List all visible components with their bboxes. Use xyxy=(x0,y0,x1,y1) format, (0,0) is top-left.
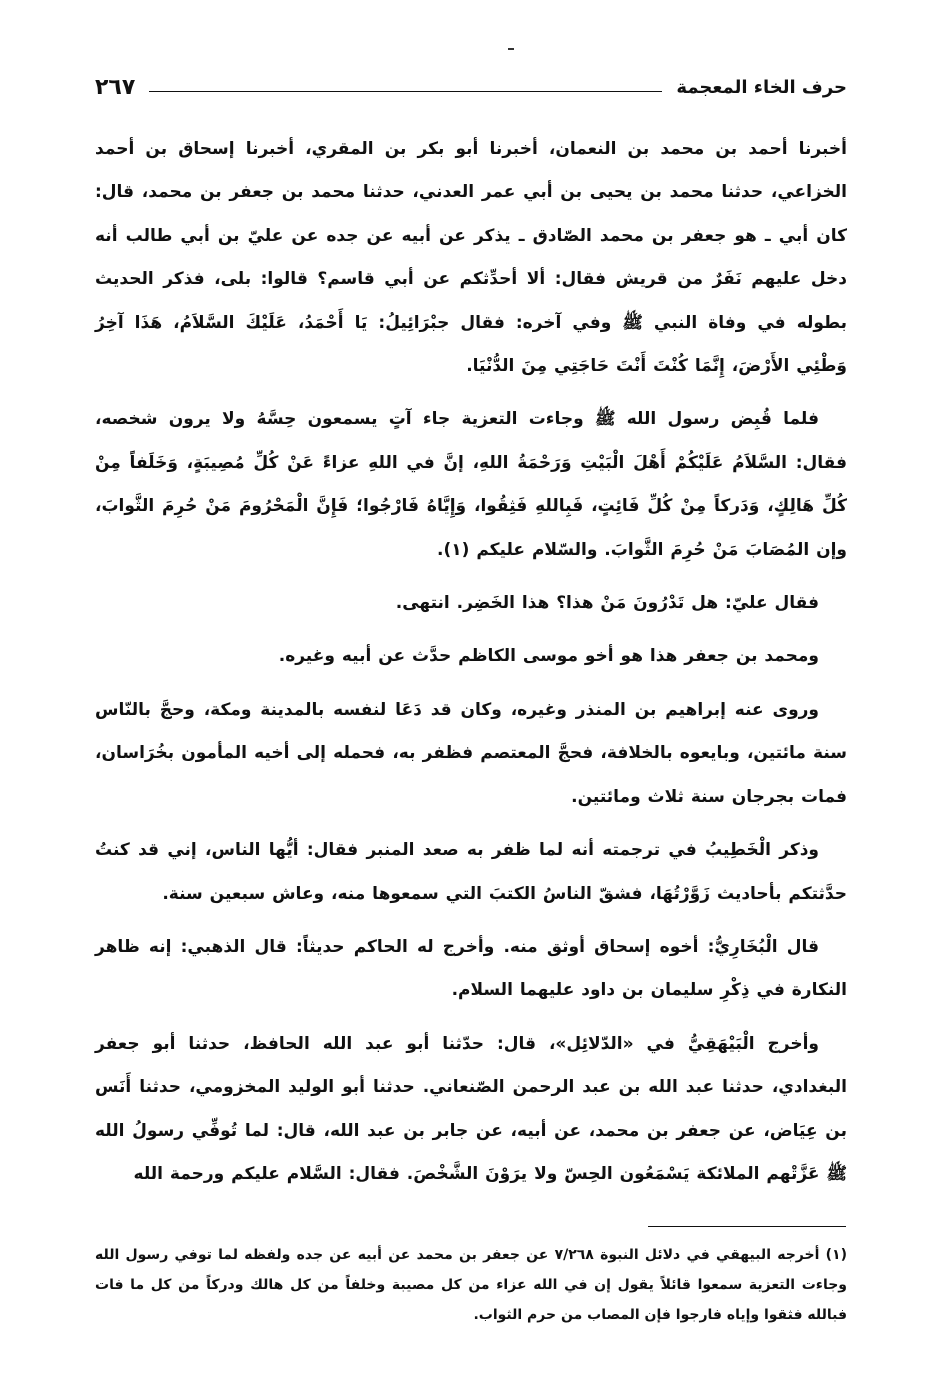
paragraph: وأخرج الْبَيْهَقِيُّ في «الدّلائِل»، قال: حدّثنا أبو عبد الله الحافظ، حدثنا أبو جعفر البغدادي، حدثنا عبد الله بن عبد الرحمن الصّنعاني. حدثنا أبو الوليد المخزومي، حدثنا أَنَس بن عِيَاض، عن جعفر بن محمد، عن أبيه، عن جابر بن عبد الله، قال: لما تُوفِّي رسولُ الله ﷺ عَزَّتْهم الملائكة يَسْمَعُون الحِسّ ولا يرَوْنَ الشَّخْصَ. فقال: السَّلام عليكم ورحمة الله xyxy=(95,1033,847,1184)
header-rule xyxy=(149,91,662,92)
running-header xyxy=(95,70,847,104)
main-text xyxy=(95,128,847,1206)
footnote-separator xyxy=(648,1226,846,1227)
paragraph: ومحمد بن جعفر هذا هو أخو موسى الكاظم حدَّث عن أبيه وغيره. xyxy=(278,646,819,667)
paragraph: وروى عنه إبراهيم بن المنذر وغيره، وكان قد دَعَا لنفسه بالمدينة ومكة، وحجَّ بالنّاس سنة مائتين، وبايعوه بالخلافة، فحجَّ المعتصم فظفر به، فحمله إلى أخيه المأمون بخُرَاسان، فمات بجرجان سنة ثلاث ومائتين. xyxy=(95,699,847,807)
footnote: (١) أخرجه البيهقي في دلائل النبوة ٧/٢٦٨ عن جعفر بن محمد عن أبيه عن جده ولفظه لما توفي رسول الله وجاءت التعزية سمعوا قائلاً يقول إن في الله عزاء من كل مصيبة وخلفاً من كل هالك ودركاً من كل ما فات فبالله فثقوا وإياه فارجوا فإن المصاب من حرم الثواب. xyxy=(95,1247,847,1323)
paragraph: قال الْبُخَارِيُّ: أخوه إسحاق أوثق منه. وأخرج له الحاكم حديثاً: قال الذهبي: إنه ظاهر النكارة في ذِكْرِ سليمان بن داود عليهما السلام. xyxy=(95,936,847,1001)
chapter-title: حرف الخاء المعجمة xyxy=(676,76,847,98)
paragraph: فلما قُبِض رسول الله ﷺ وجاءت التعزية جاء آتٍ يسمعون حِسَّهُ ولا يرون شخصه، فقال: السَّلاَمُ عَلَيْكُمْ أَهْلَ الْبَيْتِ وَرَحْمَةُ اللهِ، إنَّ في اللهِ عزاءً عَنْ كُلِّ مُصِيبَةٍ، وَخَلَفاً مِنْ كُلِّ هَالِكٍ، وَدَركاً مِنْ كُلِّ فَائِتٍ، فَبِاللهِ فَثِقُوا، وَإِيَّاهُ فَارْجُوا؛ فَإِنَّ الْمَحْرُومَ مَنْ حُرِمَ الثَّوابَ، وإن المُصَابَ مَنْ حُرِمَ الثَّوابَ. والسّلام عليكم (١). xyxy=(95,409,847,560)
paragraph: فقال عليّ: هل تَدْرُونَ مَنْ هذا؟ هذا الخَضِر. انتهى. xyxy=(395,593,819,614)
scan-mark xyxy=(508,48,514,50)
paragraph: وذكر الْخَطِيبُ في ترجمته أنه لما ظفر به صعد المنبر فقال: أيُّها الناس، إني قد كنتُ حدَّثتكم بأحاديث زَوَّرْتُهَا، فشقّ الناسُ الكتبَ التي سمعوها منه، وعاش سبعين سنة. xyxy=(95,840,847,904)
paragraph: أخبرنا أحمد بن محمد بن النعمان، أخبرنا أبو بكر بن المقري، أخبرنا إسحاق بن أحمد الخزاعي، حدثنا محمد بن يحيى بن أبي عمر العدني، حدثنا محمد بن جعفر بن محمد، قال: كان أبي ـ هو جعفر بن محمد الصّادق ـ يذكر عن أبيه عن جده عن عليّ بن أبي طالب أنه دخل عليهم نَفَرٌ من قريش فقال: ألا أحدِّثكم عن أبي قاسم؟ قالوا: بلى، فذكر الحديث بطوله في وفاة النبي ﷺ وفي آخره: فقال جبْرَائِيلُ: يَا أَحْمَدُ، عَلَيْكَ السَّلاَمُ، هَذَا آخِرُ وَطْئِي الأَرْضَ، إِنَّمَا كُنْتَ أَنْتَ حَاجَتِي مِنَ الدُّنْيَا. xyxy=(95,139,847,377)
page-number: ٢٦٧ xyxy=(95,74,136,100)
